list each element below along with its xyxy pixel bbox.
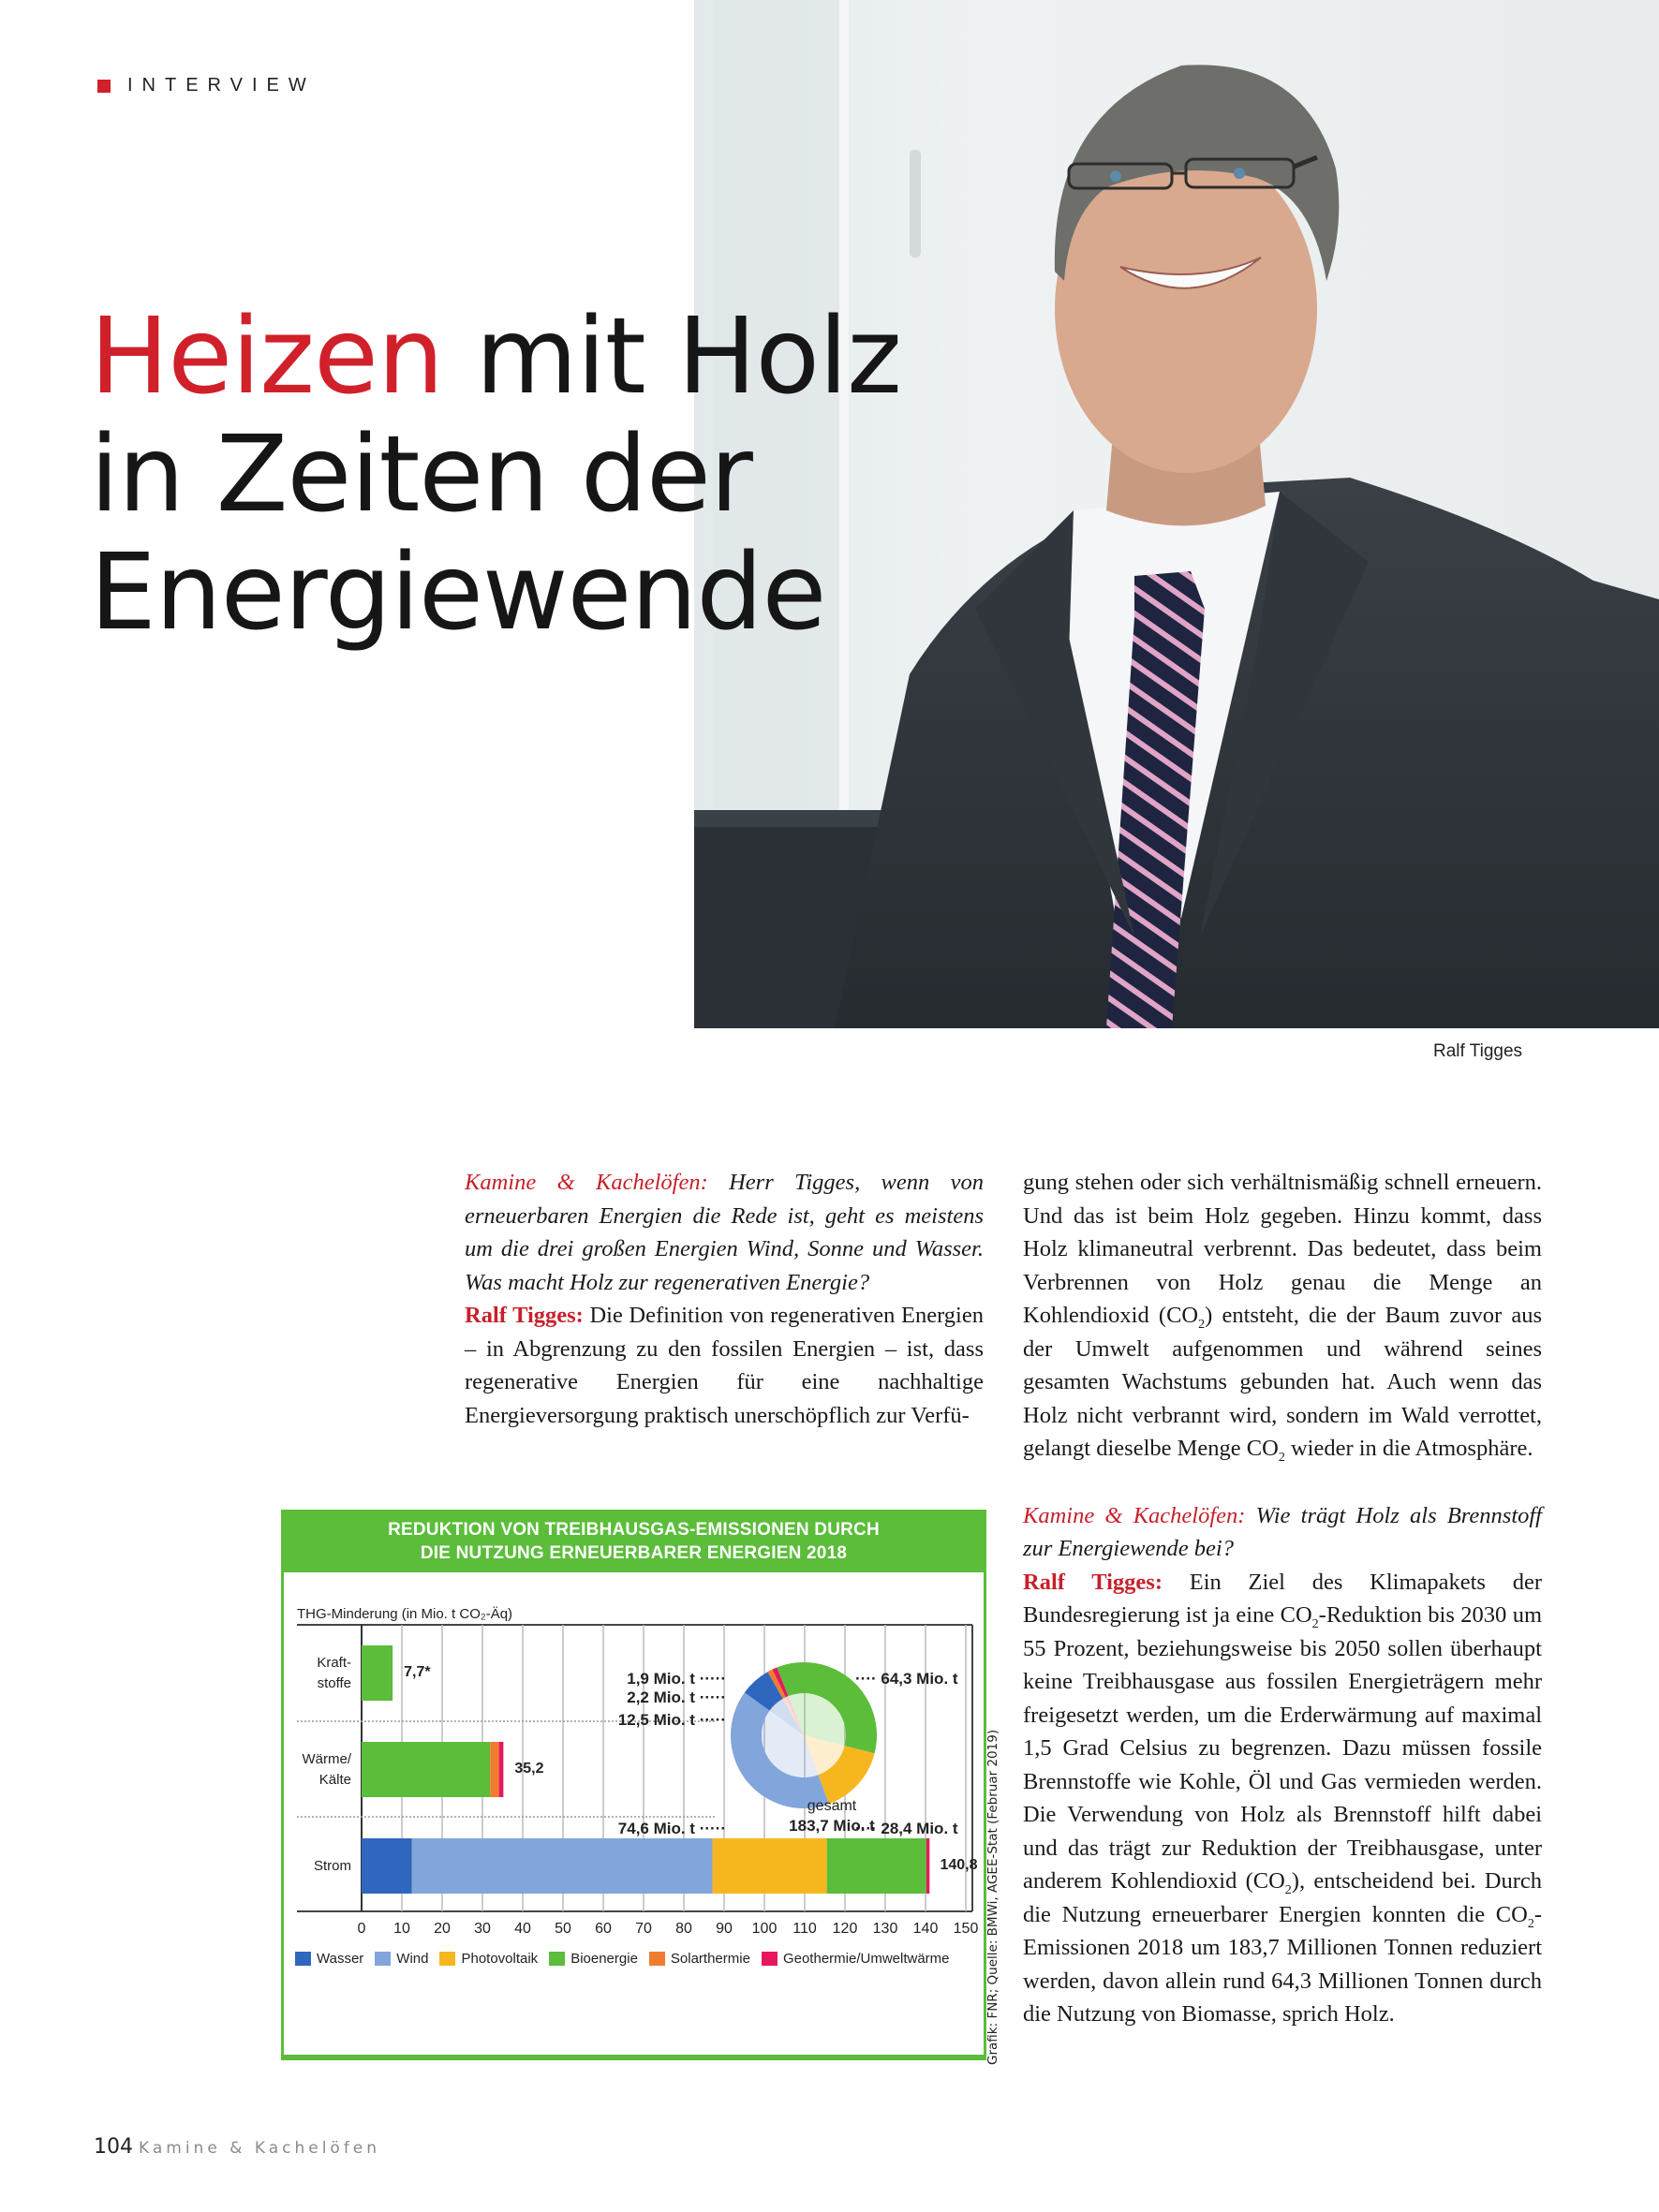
kicker-square-icon <box>97 80 111 93</box>
chart-y-label: THG-Minderung (in Mio. t CO₂-Äq) <box>297 1606 513 1622</box>
photo-caption: Ralf Tigges <box>1433 1041 1523 1061</box>
chart-source: Grafik: FNR; Quelle: BMWi, AGEE-Stat (Februar 2019) <box>985 1729 1000 2065</box>
x-tick-label: 80 <box>675 1921 692 1937</box>
legend-label: Wind <box>396 1951 429 1967</box>
magazine-name: Kamine & Kachelöfen <box>139 2139 381 2158</box>
x-tick-label: 60 <box>595 1921 612 1937</box>
question-2-text: Wie trägt Holz als Brennstoff zur Energiewende bei? <box>1023 1502 1542 1561</box>
emissions-chart <box>281 1510 986 2060</box>
article-column-right <box>1023 1166 1542 2031</box>
question-2 <box>1023 1499 1542 1566</box>
answer-2-text-2: -Reduktion bis 2030 um 55 Prozent, beziehungsweise bis 2050 sollen überhaupt keine Treibhausgase aus fossilen Energieträgern mehr freigesetzt werden, um die Erderwärmung auf maximal 1,5 Grad Celsius zu begrenzen. Dazu müssen fossile Brennstoffe wie Kohle, Öl und Gas vermieden werden. Die Verwendung von Holz als Brennstoff hilft dabei und das trägt zur Reduktion der Treibhausgase, unter anderem Kohlendioxid (CO <box>1023 1602 1542 1894</box>
donut-slice-label: ···· 64,3 Mio. t <box>855 1670 958 1688</box>
legend-item <box>295 1951 363 1967</box>
answer-2-text-4: -Emissionen 2018 um 183,7 Millionen Tonnen reduziert werden, davon allein rund 64,3 Millionen Tonnen durch die Nutzung von Biomasse, sprich Holz. <box>1023 1901 1542 2027</box>
interviewee-label: Ralf Tigges: <box>465 1303 584 1328</box>
interviewer-label: Kamine & Kachelöfen: <box>465 1170 708 1195</box>
subscript-2: 2 <box>1278 1450 1285 1465</box>
legend-swatch-icon <box>549 1952 565 1966</box>
headline <box>90 298 901 652</box>
x-tick-label: 20 <box>434 1921 451 1937</box>
bar-category-label: Wärme/ Kälte <box>302 1750 351 1788</box>
article-column-left <box>465 1166 984 1432</box>
question-1-text: Herr Tigges, wenn von erneuerbaren Energien die Rede ist, geht es meistens um die drei großen Energien Wind, Sonne und Wasser. Was macht Holz zur regenerativen Energie? <box>465 1170 985 1295</box>
donut-center-value: 183,7 Mio. t <box>789 1817 875 1835</box>
x-tick-label: 120 <box>832 1921 858 1937</box>
answer-2-text-3: ), entscheidend bei. Durch die Nutzung erneuerbarer Energien konnten die CO <box>1023 1868 1542 1927</box>
bar-total-label: 7,7* <box>404 1663 431 1680</box>
donut-slice-label: 74,6 Mio. t ····· <box>617 1820 726 1837</box>
x-tick-label: 140 <box>912 1921 939 1937</box>
legend-swatch-icon <box>649 1952 665 1966</box>
page-number: 104 <box>94 2135 133 2159</box>
chart-graphics <box>284 1512 984 2055</box>
page-footer <box>94 2135 380 2159</box>
x-tick-label: 70 <box>635 1921 652 1937</box>
donut-slice-label: ···· 28,4 Mio. t <box>855 1820 958 1837</box>
answer-2-text-1: Ein Ziel des Klimapakets der Bundesregierung ist ja eine CO <box>1023 1569 1542 1628</box>
x-tick-label: 110 <box>792 1921 817 1937</box>
legend-item <box>375 1951 428 1967</box>
legend-item <box>762 1951 950 1967</box>
bar-total-label: 35,2 <box>514 1760 544 1777</box>
x-tick-label: 10 <box>393 1921 410 1937</box>
bar-category-label: Kraft- stoffe <box>317 1654 351 1691</box>
headline-line1: mit Holz <box>442 296 901 418</box>
legend-label: Wasser <box>317 1951 364 1967</box>
subscript-2: 2 <box>1527 1916 1534 1931</box>
legend-swatch-icon <box>439 1952 455 1966</box>
donut-slice-label: 2,2 Mio. t ····· <box>627 1688 726 1706</box>
interviewee-label: Ralf Tigges: <box>1023 1569 1163 1595</box>
x-tick-label: 100 <box>751 1921 778 1937</box>
chart-legend <box>295 1951 961 1967</box>
legend-item <box>439 1951 538 1967</box>
legend-item <box>549 1951 638 1967</box>
answer-1-part-2 <box>1023 1166 1542 1466</box>
x-tick-label: 30 <box>474 1921 491 1937</box>
bar-category-label: Strom <box>313 1857 351 1874</box>
kicker-label: INTERVIEW <box>127 75 316 96</box>
legend-label: Photovoltaik <box>461 1951 539 1967</box>
answer-1-text-right-1: gung stehen oder sich verhältnismäßig schnell erneuern. Und das ist beim Holz gegeben. Hinzu kommt, dass Holz klimaneutral verbrennt. Das bedeutet, dass beim Verbrennen von Holz genau die Menge an Kohlendioxid (CO <box>1023 1170 1542 1328</box>
x-tick-label: 40 <box>514 1921 531 1937</box>
answer-1-text-right-2: ) entsteht, die der Baum zuvor aus der Umwelt aufgenommen und während seines gesamten Wachstums gebunden hat. Auch wenn das Holz nicht verbrannt wird, sondern im Wald verrottet, gelangt dieselbe Menge CO <box>1023 1303 1542 1461</box>
answer-1-text-right-3: wieder in die Atmosphäre. <box>1284 1436 1533 1461</box>
subscript-2: 2 <box>1198 1317 1206 1332</box>
section-kicker <box>97 75 316 96</box>
legend-label: Geothermie/Umweltwärme <box>782 1951 950 1967</box>
question-1 <box>465 1166 984 1299</box>
legend-swatch-icon <box>762 1952 778 1966</box>
answer-1-part-1 <box>465 1299 984 1432</box>
subscript-2: 2 <box>1311 1616 1319 1631</box>
chart-title-line2: DIE NUTZUNG ERNEUERBARER ENERGIEN 2018 <box>420 1543 848 1563</box>
answer-1-text-left: Die Definition von regenerativen Energien – in Abgrenzung zu den fossilen Energien – ist, dass regenerative Energien für eine nachhaltige Energieversorgung praktisch unerschöpflich zur Verfü- <box>465 1303 984 1428</box>
headline-line3: Energiewende <box>90 532 826 654</box>
headline-line2: in Zeiten der <box>90 414 752 536</box>
legend-label: Solarthermie <box>670 1951 750 1967</box>
x-tick-label: 90 <box>716 1921 733 1937</box>
legend-swatch-icon <box>375 1952 391 1966</box>
chart-title-line1: REDUKTION VON TREIBHAUSGAS-EMISSIONEN DURCH <box>388 1520 880 1540</box>
x-tick-label: 150 <box>953 1921 979 1937</box>
donut-slice-label: 1,9 Mio. t ····· <box>627 1670 726 1688</box>
interviewer-label: Kamine & Kachelöfen: <box>1023 1502 1246 1528</box>
legend-item <box>649 1951 750 1967</box>
x-tick-label: 0 <box>357 1921 366 1937</box>
answer-2 <box>1023 1566 1542 2031</box>
chart-plot-area <box>284 1512 984 2055</box>
donut-center-label: gesamt <box>807 1798 857 1814</box>
bar-total-label: 140,8 <box>940 1856 978 1873</box>
donut-slice-label: 12,5 Mio. t ····· <box>617 1711 726 1729</box>
legend-label: Bioenergie <box>570 1951 638 1967</box>
x-tick-label: 130 <box>872 1921 898 1937</box>
subscript-2: 2 <box>1284 1882 1292 1897</box>
x-tick-label: 50 <box>555 1921 571 1937</box>
headline-accent: Heizen <box>90 296 443 418</box>
legend-swatch-icon <box>295 1952 311 1966</box>
